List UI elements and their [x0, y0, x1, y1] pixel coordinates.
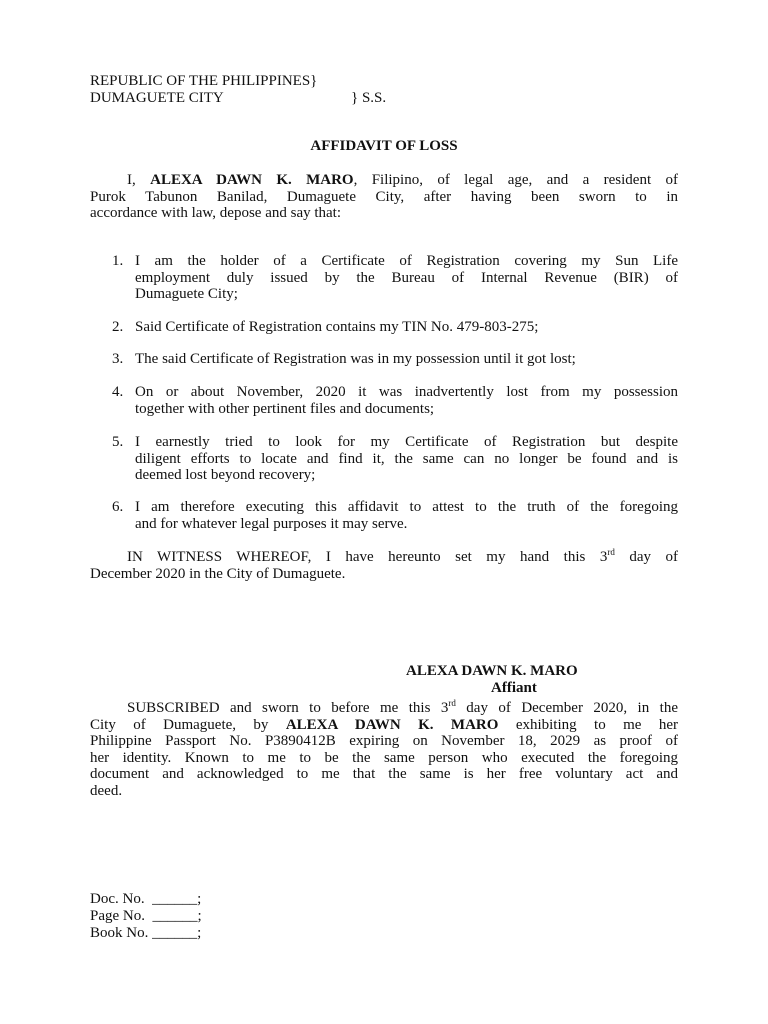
- affiant-signature-name: ALEXA DAWN K. MARO: [406, 663, 578, 679]
- affiant-name-intro: ALEXA DAWN K. MARO: [150, 172, 354, 188]
- jurat-line-1: [90, 700, 678, 717]
- item-line: On or about November, 2020 it was inadvertently lost from my possession: [135, 384, 678, 400]
- intro-line-1: [90, 172, 678, 189]
- item-text: [135, 499, 678, 532]
- affiant-label: Affiant: [491, 680, 537, 696]
- item-line: together with other pertinent files and documents;: [135, 400, 435, 417]
- caption-republic: REPUBLIC OF THE PHILIPPINES}: [90, 73, 318, 89]
- jurat-line-6: deed.: [90, 782, 123, 799]
- jurat-ordinal: rd: [448, 698, 456, 708]
- item-line: Dumaguete City;: [135, 286, 238, 302]
- item-text: [135, 384, 678, 417]
- item-line: deemed lost beyond recovery;: [135, 467, 316, 483]
- list-item: [90, 384, 678, 418]
- item-line: The said Certificate of Registration was in my possession until it got lost;: [135, 351, 576, 367]
- caption-city: DUMAGUETE CITY: [90, 90, 224, 106]
- affiant-name-jurat: ALEXA DAWN K. MARO: [285, 716, 499, 733]
- witness-line-1: [90, 549, 678, 566]
- item-number: 5.: [112, 434, 124, 450]
- item-number: 3.: [112, 351, 124, 367]
- item-number: 4.: [112, 384, 124, 400]
- book-number-line: Book No. ______;: [90, 925, 202, 941]
- item-line: I earnestly tried to look for my Certificate of Registration but despite: [135, 434, 678, 450]
- list-item: [90, 351, 678, 368]
- list-item: [90, 253, 678, 303]
- document-title: AFFIDAVIT OF LOSS: [310, 138, 458, 154]
- jurat-text: City of Dumaguete, by: [90, 716, 286, 733]
- page-number-line: Page No. ______;: [90, 908, 202, 924]
- list-item: [90, 319, 678, 336]
- jurat-paragraph: [90, 700, 678, 799]
- jurat-line-2: [90, 717, 678, 734]
- item-number: 1.: [112, 253, 124, 269]
- item-line: employment duly issued by the Bureau of Internal Revenue (BIR) of: [135, 269, 678, 286]
- intro-prefix: I,: [127, 172, 151, 188]
- list-item: [90, 499, 678, 533]
- item-text: [135, 253, 678, 303]
- witness-text: IN WITNESS WHEREOF, I have hereunto set my hand this 3: [127, 549, 608, 565]
- jurat-text: exhibiting to me her: [498, 716, 678, 733]
- doc-number-line: Doc. No. ______;: [90, 891, 202, 907]
- witness-text: day of: [614, 549, 678, 565]
- item-text: [135, 319, 678, 336]
- list-item: [90, 434, 678, 484]
- jurat-line-3: Philippine Passport No. P3890412B expiring on November 18, 2029 as proof of: [90, 733, 678, 749]
- item-line: I am therefore executing this affidavit to attest to the truth of the foregoing: [135, 499, 678, 515]
- jurat-text: day of December 2020, in the: [455, 700, 678, 716]
- item-text: [135, 351, 678, 368]
- item-number: 6.: [112, 499, 124, 515]
- item-line: Said Certificate of Registration contains my TIN No. 479-803-275;: [135, 319, 539, 335]
- intro-paragraph: [90, 172, 678, 222]
- jurat-text: SUBSCRIBED and sworn to before me this 3: [127, 700, 449, 716]
- item-line: diligent efforts to locate and find it, the same can no longer be found and is: [135, 450, 678, 467]
- item-number: 2.: [112, 319, 124, 335]
- caption-ss: } S.S.: [351, 90, 387, 106]
- intro-line-3: accordance with law, depose and say that:: [90, 205, 342, 221]
- intro-line-2: Purok Tabunon Banilad, Dumaguete City, after having been sworn to in: [90, 188, 678, 205]
- jurat-line-5: document and acknowledged to me that the same is her free voluntary act and: [90, 766, 678, 782]
- item-line: and for whatever legal purposes it may serve.: [135, 515, 408, 532]
- jurat-line-4: her identity. Known to me to be the same person who executed the foregoing: [90, 749, 678, 766]
- intro-line-1-rest: , Filipino, of legal age, and a resident of: [353, 172, 678, 188]
- witness-ordinal: rd: [607, 547, 615, 557]
- witness-line-2: December 2020 in the City of Dumaguete.: [90, 565, 346, 582]
- item-text: [135, 434, 678, 484]
- witness-paragraph: [90, 549, 678, 582]
- item-line: I am the holder of a Certificate of Registration covering my Sun Life: [135, 253, 678, 269]
